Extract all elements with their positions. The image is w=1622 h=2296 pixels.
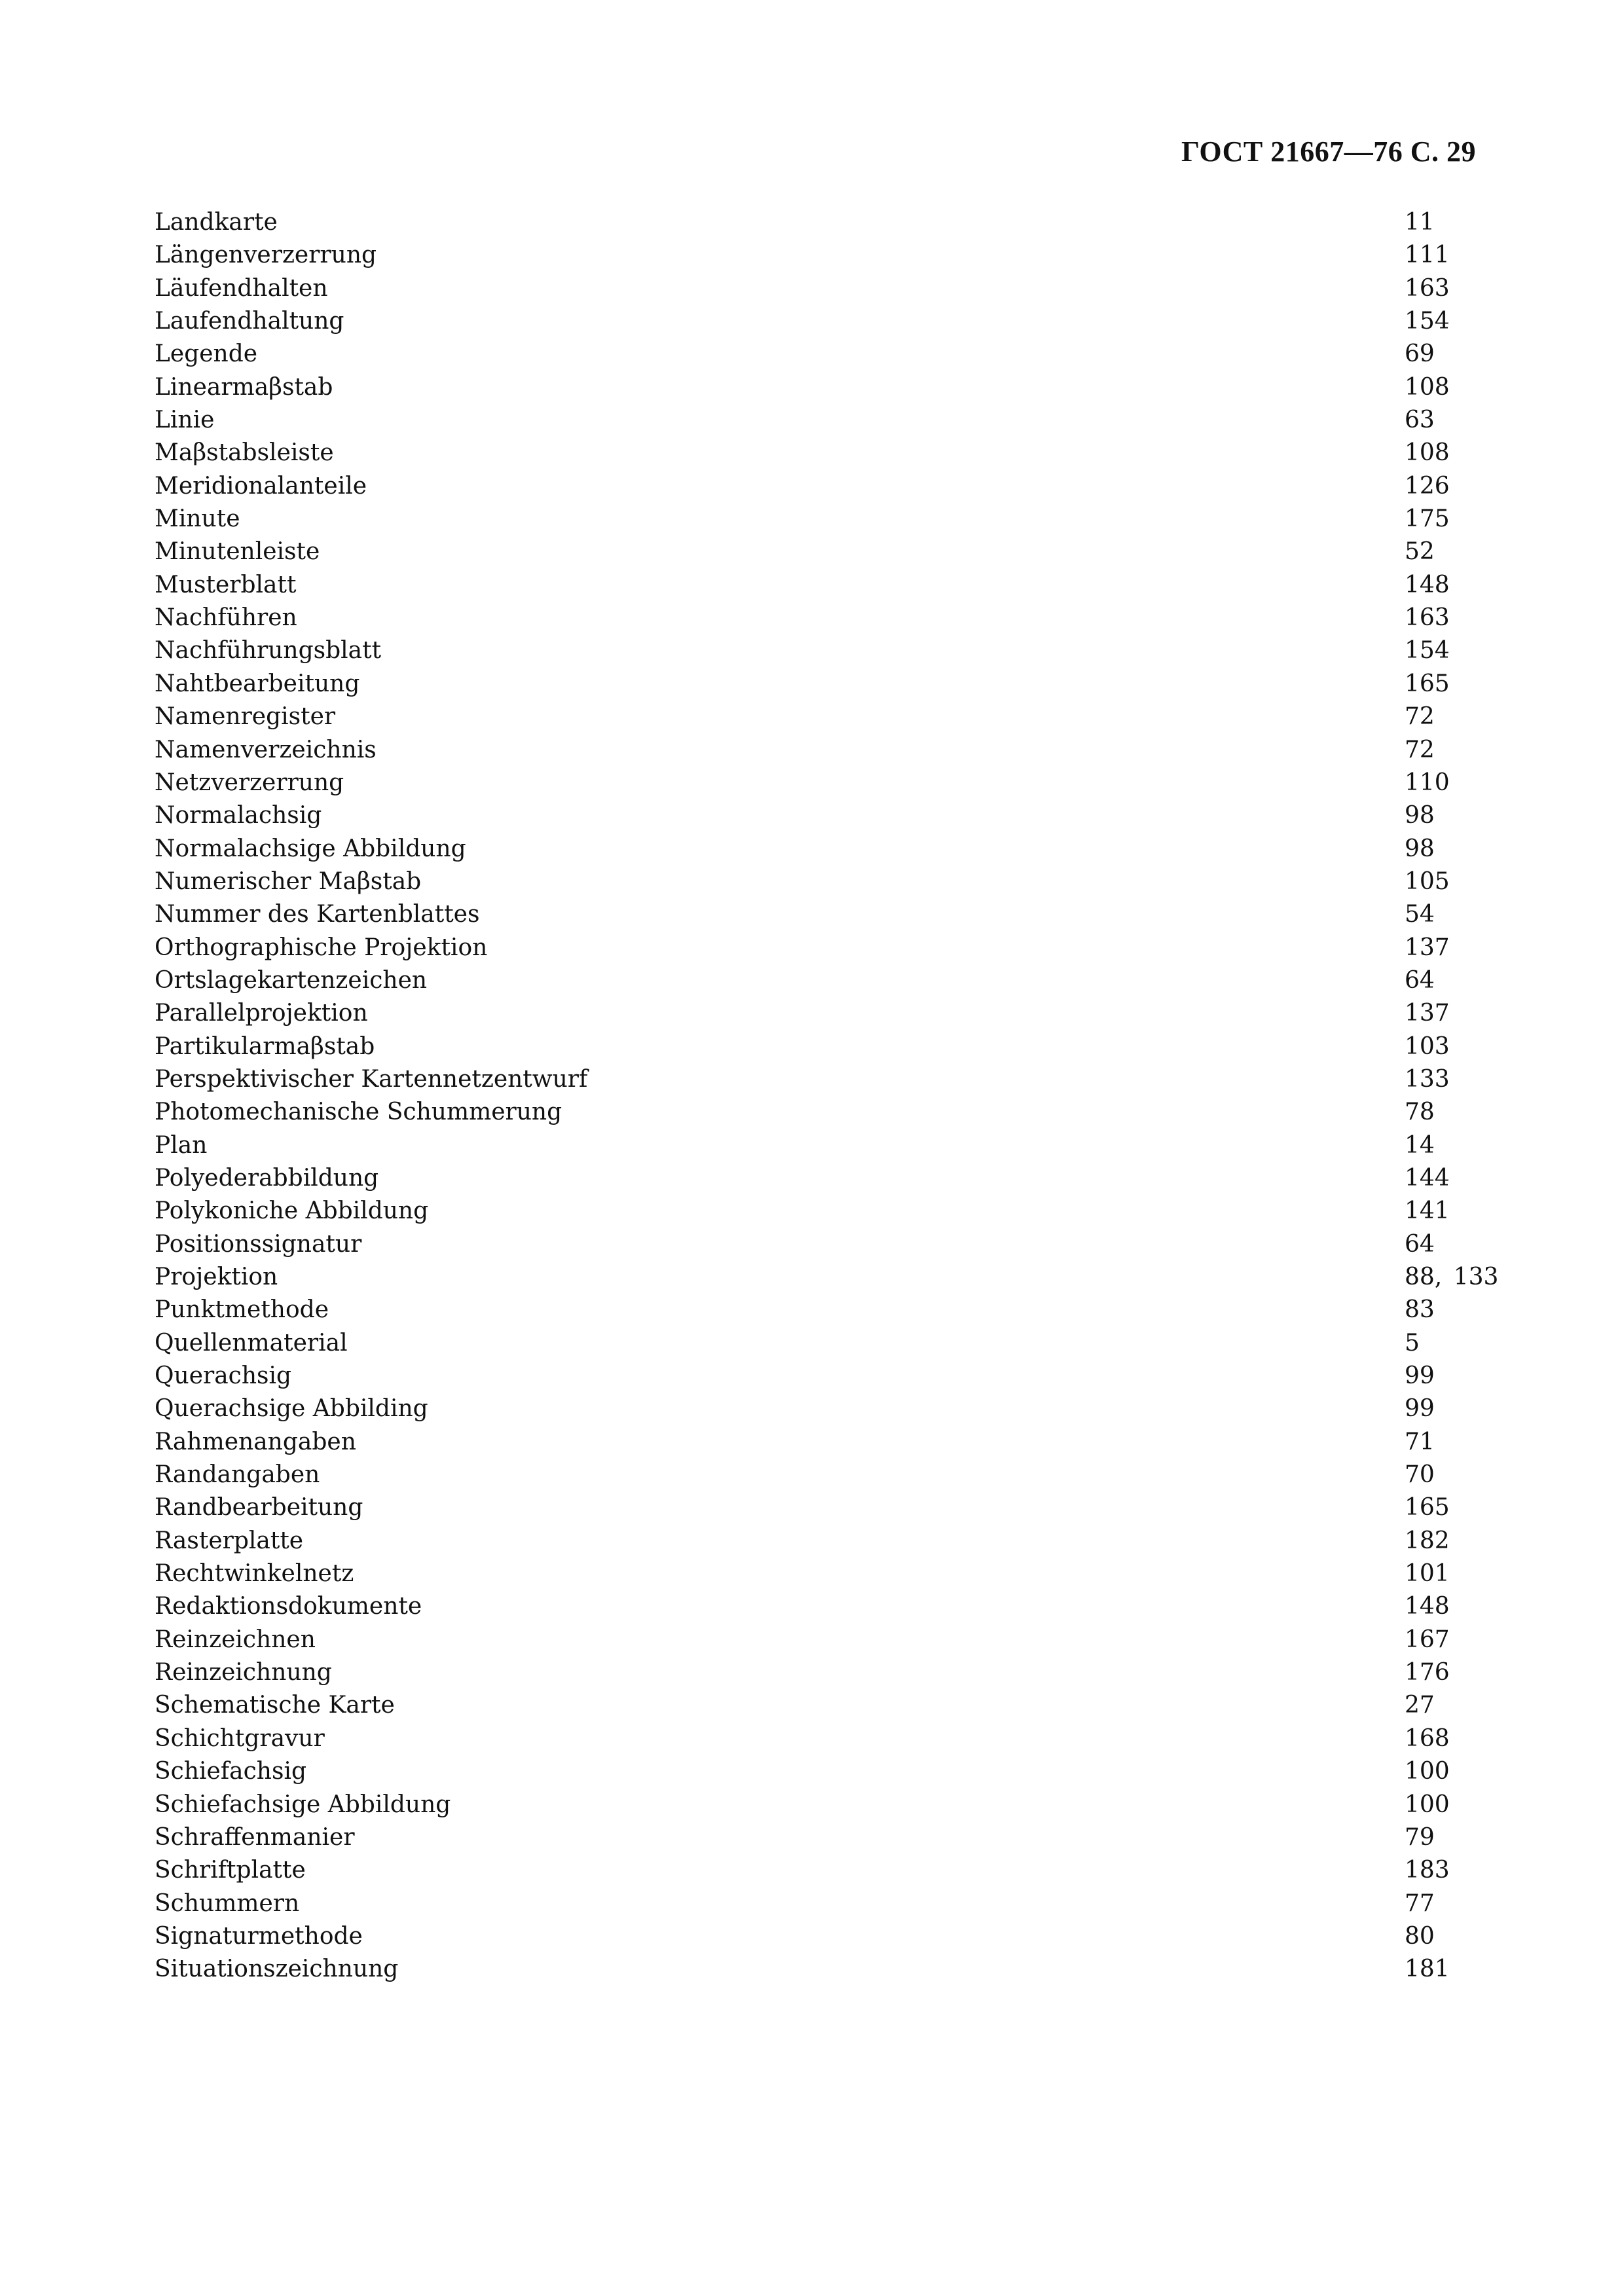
index-ref: 77: [1405, 1889, 1435, 1917]
index-ref: 165: [1405, 1494, 1450, 1522]
index-ref: 63: [1405, 407, 1435, 434]
index-row: [155, 1722, 1497, 1755]
index-row: [155, 866, 1497, 898]
index-ref: 69: [1405, 340, 1435, 368]
index-row: [155, 932, 1497, 964]
index-row: [155, 1294, 1497, 1326]
index-ref: 163: [1405, 604, 1450, 632]
index-term: Redaktionsdokumente: [155, 1593, 422, 1620]
index-row: [155, 338, 1497, 371]
index-ref: 144: [1405, 1164, 1450, 1192]
index-term: Polykoniche Abbildung: [155, 1197, 429, 1225]
index-ref: 110: [1405, 769, 1450, 796]
page-header: ГОСТ 21667—76 С. 29: [1181, 136, 1476, 168]
index-row: [155, 898, 1497, 931]
index-ref: 182: [1405, 1527, 1450, 1554]
index-ref: 126: [1405, 472, 1450, 500]
index-term: Landkarte: [155, 209, 278, 236]
index-row: [155, 1920, 1497, 1953]
index-row: [155, 1656, 1497, 1689]
index-ref: 52: [1405, 538, 1435, 566]
index-term: Querachsig: [155, 1362, 292, 1390]
index-ref: 154: [1405, 637, 1450, 665]
index-list: [155, 206, 1497, 1986]
index-ref: 175: [1405, 505, 1450, 533]
index-term: Quellenmaterial: [155, 1329, 348, 1357]
index-ref: 163: [1405, 274, 1450, 302]
index-term: Schiefachsige Abbildung: [155, 1791, 451, 1818]
index-term: Randbearbeitung: [155, 1494, 363, 1522]
index-term: Projektion: [155, 1264, 278, 1290]
index-ref: 108: [1405, 373, 1450, 401]
index-ref: 72: [1405, 703, 1435, 731]
index-row: [155, 602, 1497, 634]
index-term: Nahtbearbeitung: [155, 670, 360, 697]
index-ref: 141: [1405, 1197, 1450, 1225]
index-row: [155, 668, 1497, 701]
index-ref: 165: [1405, 670, 1450, 697]
index-row: [155, 1953, 1497, 1986]
index-ref: 98: [1405, 835, 1435, 862]
index-row: [155, 1327, 1497, 1360]
index-ref: 133: [1405, 1065, 1450, 1093]
index-ref: 5: [1405, 1329, 1420, 1357]
index-row: [155, 371, 1497, 404]
index-ref: 99: [1405, 1362, 1435, 1390]
index-row: [155, 964, 1497, 997]
index-row: [155, 1195, 1497, 1228]
index-ref: 111: [1405, 242, 1450, 269]
index-term: Partikularmaβstab: [155, 1032, 375, 1060]
index-row: [155, 1887, 1497, 1920]
index-term: Minutenleiste: [155, 538, 320, 566]
index-term: Laufendhaltung: [155, 308, 344, 335]
index-ref: 105: [1405, 867, 1450, 895]
index-term: Normalachsige Abbildung: [155, 835, 466, 862]
index-term: Linearmaβstab: [155, 373, 333, 401]
index-row: [155, 536, 1497, 568]
index-row: [155, 437, 1497, 469]
index-row: [155, 239, 1497, 272]
index-row: [155, 1689, 1497, 1722]
index-ref: 79: [1405, 1823, 1435, 1851]
index-row: [155, 1854, 1497, 1887]
index-term: Ortslagekartenzeichen: [155, 966, 428, 994]
index-term: Nachführen: [155, 604, 297, 632]
index-row: [155, 1755, 1497, 1788]
index-ref: 176: [1405, 1659, 1450, 1686]
index-term: Nachführungsblatt: [155, 637, 382, 665]
index-row: [155, 272, 1497, 305]
index-term: Photomechanische Schummerung: [155, 1099, 562, 1126]
index-ref: 54: [1405, 901, 1435, 928]
index-row: [155, 701, 1497, 733]
index-row: [155, 1030, 1497, 1063]
index-ref: 168: [1405, 1724, 1450, 1752]
index-term: Positionssignatur: [155, 1230, 362, 1258]
index-term: Randangaben: [155, 1461, 320, 1489]
index-ref: 148: [1405, 571, 1450, 598]
index-term: Perspektivischer Kartennetzentwurf: [155, 1065, 588, 1093]
index-row: [155, 1228, 1497, 1261]
index-ref: 183: [1405, 1857, 1450, 1884]
index-row: [155, 1393, 1497, 1425]
index-row: [155, 1459, 1497, 1491]
index-term: Polyederabbildung: [155, 1164, 379, 1192]
index-term: Rechtwinkelnetz: [155, 1560, 354, 1588]
index-row: [155, 734, 1497, 767]
index-ref: 72: [1405, 736, 1435, 763]
index-row: [155, 1426, 1497, 1459]
index-ref: 83: [1405, 1296, 1435, 1324]
index-term: Situationszeichnung: [155, 1956, 399, 1983]
index-ref: 80: [1405, 1922, 1435, 1950]
index-row: [155, 1590, 1497, 1623]
index-ref: 181: [1405, 1956, 1450, 1983]
index-ref: 108: [1405, 439, 1450, 467]
index-term: Reinzeichnen: [155, 1626, 316, 1653]
index-row: [155, 1162, 1497, 1195]
index-ref: 27: [1405, 1692, 1435, 1719]
index-ref: 148: [1405, 1593, 1450, 1620]
index-row: [155, 767, 1497, 799]
index-term: Läufendhalten: [155, 274, 328, 302]
index-term: Plan: [155, 1131, 208, 1159]
index-row: [155, 569, 1497, 602]
index-ref: 11: [1405, 209, 1435, 236]
index-ref: 137: [1405, 934, 1450, 961]
index-term: Namenverzeichnis: [155, 736, 377, 763]
index-row: [155, 1063, 1497, 1096]
index-row: [155, 1491, 1497, 1524]
index-ref: 99: [1405, 1395, 1435, 1423]
index-row: [155, 1129, 1497, 1162]
index-row: [155, 833, 1497, 866]
index-term: Schummern: [155, 1889, 300, 1917]
index-ref: 98: [1405, 802, 1435, 829]
index-ref: 78: [1405, 1099, 1435, 1126]
index-row: [155, 1096, 1497, 1129]
index-row: [155, 206, 1497, 239]
index-term: Namenregister: [155, 703, 336, 731]
index-row: [155, 404, 1497, 437]
index-row: [155, 1558, 1497, 1590]
index-row: [155, 634, 1497, 667]
index-ref: 71: [1405, 1428, 1435, 1455]
index-term: Schiefachsig: [155, 1758, 306, 1785]
index-row: [155, 470, 1497, 503]
index-row: [155, 1624, 1497, 1656]
index-row: [155, 997, 1497, 1030]
index-term: Signaturmethode: [155, 1922, 363, 1950]
index-row: [155, 1789, 1497, 1821]
index-term: Schraffenmanier: [155, 1823, 355, 1851]
index-term: Nummer des Kartenblattes: [155, 901, 480, 928]
index-term: Schematische Karte: [155, 1692, 395, 1719]
index-ref: 88, 133: [1405, 1264, 1499, 1290]
index-row: [155, 503, 1497, 536]
index-term: Schichtgravur: [155, 1724, 325, 1752]
index-term: Querachsige Abbilding: [155, 1395, 428, 1423]
index-ref: 101: [1405, 1560, 1450, 1588]
index-term: Musterblatt: [155, 571, 297, 598]
index-term: Rahmenangaben: [155, 1428, 356, 1455]
index-term: Punktmethode: [155, 1296, 329, 1324]
index-ref: 70: [1405, 1461, 1435, 1489]
index-ref: 64: [1405, 1230, 1435, 1258]
index-row: [155, 1261, 1497, 1294]
index-ref: 100: [1405, 1791, 1450, 1818]
index-term: Längenverzerrung: [155, 242, 377, 269]
index-term: Linie: [155, 407, 215, 434]
index-term: Reinzeichnung: [155, 1659, 332, 1686]
index-ref: 167: [1405, 1626, 1450, 1653]
index-term: Meridionalanteile: [155, 472, 367, 500]
index-term: Rasterplatte: [155, 1527, 304, 1554]
index-term: Maβstabsleiste: [155, 439, 334, 467]
index-ref: 154: [1405, 308, 1450, 335]
index-term: Legende: [155, 340, 258, 368]
index-term: Minute: [155, 505, 240, 533]
index-term: Numerischer Maβstab: [155, 867, 422, 895]
index-row: [155, 799, 1497, 832]
index-term: Orthographische Projektion: [155, 934, 488, 961]
index-row: [155, 1525, 1497, 1558]
index-ref: 14: [1405, 1131, 1435, 1159]
index-row: [155, 305, 1497, 338]
index-ref: 100: [1405, 1758, 1450, 1785]
index-term: Parallelprojektion: [155, 1000, 368, 1027]
index-term: Normalachsig: [155, 802, 322, 829]
index-ref: 64: [1405, 966, 1435, 994]
index-term: Netzverzerrung: [155, 769, 344, 796]
index-ref: 103: [1405, 1032, 1450, 1060]
index-row: [155, 1360, 1497, 1393]
index-row: [155, 1821, 1497, 1854]
index-term: Schriftplatte: [155, 1857, 306, 1884]
index-ref: 137: [1405, 1000, 1450, 1027]
